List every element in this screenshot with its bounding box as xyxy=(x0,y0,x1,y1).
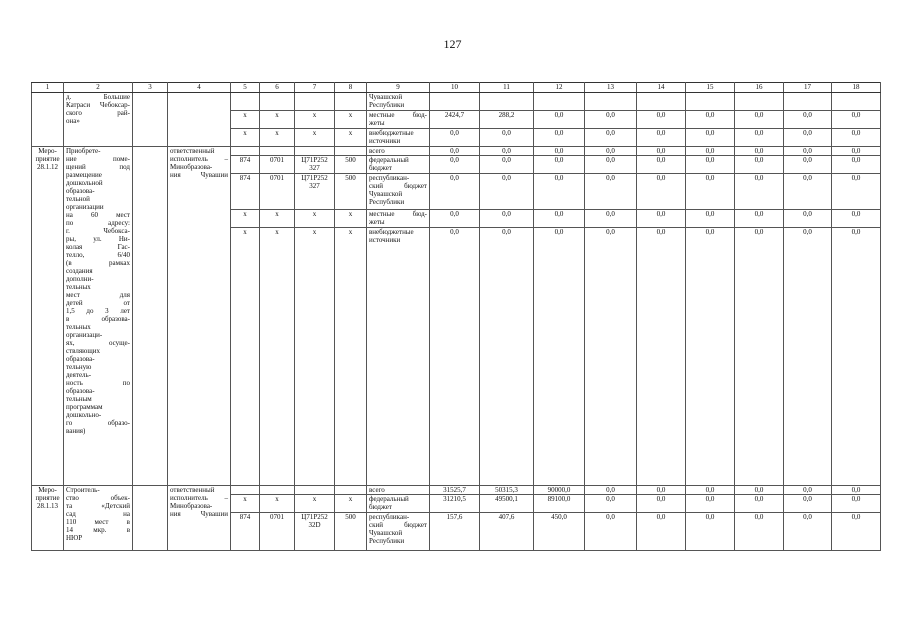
source-cell xyxy=(367,495,430,513)
cell-line: Ц71Р252 xyxy=(301,513,328,521)
value-cell: 0,0 xyxy=(735,111,784,129)
value-cell: 0,0 xyxy=(534,147,585,156)
value-cell: 0,0 xyxy=(430,210,480,228)
value-cell: 0,0 xyxy=(832,129,881,147)
code-cell: 874 xyxy=(231,156,260,174)
value-cell: 0,0 xyxy=(686,174,735,210)
target-code-cell xyxy=(295,513,335,551)
executor-cell xyxy=(168,147,231,486)
cell-line: 32D xyxy=(308,521,321,529)
header-row xyxy=(32,83,881,93)
cell-line: г. Чебокса- xyxy=(66,227,130,235)
value-cell: 0,0 xyxy=(832,147,881,156)
code-cell: x xyxy=(335,129,367,147)
cell-line: бюджет xyxy=(369,503,392,511)
cell-line: по адресу: xyxy=(66,219,130,227)
header-cell: 7 xyxy=(295,83,335,93)
header-cell: 3 xyxy=(133,83,168,93)
code-cell: x xyxy=(335,210,367,228)
measure-code-cell xyxy=(32,93,64,147)
cell-line: та «Детский xyxy=(66,502,130,510)
value-cell: 0,0 xyxy=(637,495,686,513)
page-number: 127 xyxy=(443,37,462,51)
header-cell: 17 xyxy=(784,83,832,93)
value-cell: 0,0 xyxy=(637,174,686,210)
value-cell: 0,0 xyxy=(784,495,832,513)
value-cell xyxy=(686,93,735,111)
code-cell: x xyxy=(260,495,295,513)
value-cell: 0,0 xyxy=(784,228,832,486)
value-cell: 0,0 xyxy=(832,111,881,129)
value-cell: 0,0 xyxy=(832,486,881,495)
code-cell xyxy=(335,147,367,156)
cell-line: ский бюджет xyxy=(369,182,427,190)
value-cell: 0,0 xyxy=(784,513,832,551)
header-cell: 15 xyxy=(686,83,735,93)
code-cell: 500 xyxy=(335,513,367,551)
value-cell: 0,0 xyxy=(480,174,534,210)
header-cell: 12 xyxy=(534,83,585,93)
source-cell xyxy=(367,210,430,228)
value-cell: 0,0 xyxy=(686,129,735,147)
cell-line: ние поме- xyxy=(66,155,130,163)
cell-line: го образо- xyxy=(66,419,130,427)
value-cell: 450,0 xyxy=(534,513,585,551)
cell-line: НЮР xyxy=(66,534,83,542)
cell-line: x xyxy=(312,210,317,218)
code-cell: x xyxy=(231,495,260,513)
value-cell: 0,0 xyxy=(784,111,832,129)
cell-line: x xyxy=(312,228,317,236)
code-cell: 500 xyxy=(335,174,367,210)
value-cell: 0,0 xyxy=(735,174,784,210)
value-cell: 0,0 xyxy=(686,495,735,513)
value-cell: 0,0 xyxy=(480,129,534,147)
value-cell: 0,0 xyxy=(637,147,686,156)
code-cell: 500 xyxy=(335,156,367,174)
cell-line: 14 мкр. в xyxy=(66,526,130,534)
code-cell: 0701 xyxy=(260,174,295,210)
cell-line: тельных xyxy=(66,323,91,331)
cell-line: Меро- xyxy=(38,147,57,155)
code-cell: x xyxy=(231,228,260,486)
cell-line: тельных xyxy=(66,283,91,291)
target-code-cell xyxy=(295,228,335,486)
value-cell: 0,0 xyxy=(735,513,784,551)
value-cell: 50315,3 xyxy=(480,486,534,495)
cell-line: деятель- xyxy=(66,371,92,379)
cell-line: x xyxy=(312,495,317,503)
value-cell: 0,0 xyxy=(832,174,881,210)
value-cell: 0,0 xyxy=(784,486,832,495)
value-cell: 31210,5 xyxy=(430,495,480,513)
cell-line: Катраси Чебоксар- xyxy=(66,101,130,109)
value-cell: 0,0 xyxy=(686,156,735,174)
cell-line: сад на xyxy=(66,510,130,518)
cell-line: организаци- xyxy=(66,331,103,339)
executor-cell xyxy=(168,93,231,147)
cell-line: образова- xyxy=(66,355,95,363)
value-cell: 2424,7 xyxy=(430,111,480,129)
cell-line: ния Чувашии xyxy=(170,510,228,518)
cell-line: Республики xyxy=(369,198,405,206)
measure-name-cell xyxy=(64,93,133,147)
code-cell: x xyxy=(260,228,295,486)
cell-line: внебюджетные xyxy=(369,129,414,137)
value-cell: 0,0 xyxy=(735,147,784,156)
cell-line: ствляющих xyxy=(66,347,100,355)
cell-line: телло, 6/40 xyxy=(66,251,130,259)
value-cell xyxy=(784,93,832,111)
target-code-cell: x xyxy=(295,111,335,129)
cell-line: дошкольно- xyxy=(66,411,102,419)
code-cell: x xyxy=(231,129,260,147)
cell-line: тельным xyxy=(66,395,92,403)
value-cell: 0,0 xyxy=(784,174,832,210)
cell-line: всего xyxy=(369,147,385,155)
header-cell: 13 xyxy=(585,83,637,93)
cell-line: организации xyxy=(66,203,104,211)
value-cell xyxy=(534,93,585,111)
value-cell: 0,0 xyxy=(735,129,784,147)
value-cell: 0,0 xyxy=(686,210,735,228)
cell-line: местные бюд- xyxy=(369,210,427,218)
cell-line: на 60 мест xyxy=(66,211,130,219)
cell-line: ях, осуще- xyxy=(66,339,130,347)
code-cell: x xyxy=(231,210,260,228)
cell-line: республикан- xyxy=(369,513,410,521)
code-cell: 874 xyxy=(231,174,260,210)
value-cell xyxy=(430,93,480,111)
table-row xyxy=(32,93,881,111)
budget-table xyxy=(31,82,881,551)
value-cell: 0,0 xyxy=(735,156,784,174)
cell-line: источники xyxy=(369,137,401,145)
cell-line: Ц71Р252 xyxy=(301,174,328,182)
executor-cell xyxy=(168,486,231,551)
cell-line: исполнитель – xyxy=(170,155,228,163)
table-row xyxy=(32,486,881,495)
value-cell: 0,0 xyxy=(637,210,686,228)
code-cell: x xyxy=(335,495,367,513)
value-cell xyxy=(480,93,534,111)
header-cell: 18 xyxy=(832,83,881,93)
code-cell: 874 xyxy=(231,513,260,551)
target-code-cell xyxy=(295,210,335,228)
header-cell: 10 xyxy=(430,83,480,93)
cell-line: 327 xyxy=(309,164,320,172)
value-cell xyxy=(735,93,784,111)
cell-line: дополни- xyxy=(66,275,94,283)
code-cell: x xyxy=(231,111,260,129)
source-cell xyxy=(367,129,430,147)
measure-code-cell xyxy=(32,486,64,551)
cell-line: ность по xyxy=(66,379,130,387)
cell-line: размещение xyxy=(66,171,102,179)
source-cell xyxy=(367,486,430,495)
value-cell: 0,0 xyxy=(686,111,735,129)
value-cell: 0,0 xyxy=(585,210,637,228)
empty-cell xyxy=(133,147,168,486)
measure-code-cell xyxy=(32,147,64,486)
cell-line: д. Большие xyxy=(66,93,130,101)
code-cell: x xyxy=(335,111,367,129)
value-cell: 89100,0 xyxy=(534,495,585,513)
value-cell: 0,0 xyxy=(832,156,881,174)
value-cell: 0,0 xyxy=(585,495,637,513)
value-cell: 0,0 xyxy=(832,228,881,486)
header-cell: 11 xyxy=(480,83,534,93)
code-cell xyxy=(260,147,295,156)
value-cell: 0,0 xyxy=(637,111,686,129)
value-cell xyxy=(832,93,881,111)
target-code-cell: x xyxy=(295,129,335,147)
value-cell: 0,0 xyxy=(534,156,585,174)
value-cell: 0,0 xyxy=(832,210,881,228)
code-cell: x xyxy=(335,228,367,486)
cell-line: 28.1.12 xyxy=(37,163,58,171)
empty-cell xyxy=(133,486,168,551)
code-cell xyxy=(231,93,260,111)
value-cell: 0,0 xyxy=(534,129,585,147)
value-cell: 0,0 xyxy=(430,228,480,486)
cell-line: бюджет xyxy=(369,164,392,172)
value-cell: 0,0 xyxy=(832,495,881,513)
value-cell: 0,0 xyxy=(637,486,686,495)
cell-line: Республики xyxy=(369,101,405,109)
value-cell: 0,0 xyxy=(686,513,735,551)
value-cell: 0,0 xyxy=(585,147,637,156)
value-cell: 49500,1 xyxy=(480,495,534,513)
value-cell: 407,6 xyxy=(480,513,534,551)
target-code-cell xyxy=(295,156,335,174)
value-cell: 0,0 xyxy=(430,147,480,156)
cell-line: федеральный xyxy=(369,495,409,503)
value-cell: 0,0 xyxy=(534,210,585,228)
table-row xyxy=(32,147,881,156)
header-cell: 4 xyxy=(168,83,231,93)
cell-line: щений под xyxy=(66,163,130,171)
value-cell: 0,0 xyxy=(430,156,480,174)
value-cell: 0,0 xyxy=(735,486,784,495)
value-cell: 157,6 xyxy=(430,513,480,551)
value-cell: 0,0 xyxy=(637,156,686,174)
code-cell xyxy=(260,486,295,495)
cell-line: 110 мест в xyxy=(66,518,130,526)
header-cell: 1 xyxy=(32,83,64,93)
cell-line: жеты xyxy=(369,119,385,127)
cell-line: местные бюд- xyxy=(369,111,427,119)
source-cell xyxy=(367,174,430,210)
header-cell: 9 xyxy=(367,83,430,93)
source-cell xyxy=(367,111,430,129)
value-cell: 0,0 xyxy=(735,495,784,513)
cell-line: Чувашской xyxy=(369,190,403,198)
value-cell xyxy=(585,93,637,111)
cell-line: создания xyxy=(66,267,93,275)
cell-line: образова- xyxy=(66,187,95,195)
value-cell: 0,0 xyxy=(686,147,735,156)
value-cell: 0,0 xyxy=(637,228,686,486)
cell-line: в образова- xyxy=(66,315,130,323)
value-cell: 0,0 xyxy=(735,228,784,486)
cell-line: Меро- xyxy=(38,486,57,494)
value-cell: 0,0 xyxy=(480,156,534,174)
cell-line: Республики xyxy=(369,537,405,545)
code-cell xyxy=(260,93,295,111)
value-cell: 0,0 xyxy=(784,147,832,156)
value-cell: 0,0 xyxy=(534,174,585,210)
cell-line: исполнитель – xyxy=(170,494,228,502)
source-cell xyxy=(367,228,430,486)
target-code-cell xyxy=(295,174,335,210)
value-cell: 0,0 xyxy=(735,210,784,228)
cell-line: внебюджетные xyxy=(369,228,414,236)
header-cell: 2 xyxy=(64,83,133,93)
value-cell: 0,0 xyxy=(784,210,832,228)
target-code-cell xyxy=(295,147,335,156)
cell-line: дошкольной xyxy=(66,179,103,187)
target-code-cell xyxy=(295,495,335,513)
header-cell: 8 xyxy=(335,83,367,93)
cell-line: Чувашской xyxy=(369,93,403,101)
source-cell xyxy=(367,513,430,551)
source-cell xyxy=(367,156,430,174)
cell-line: 1,5 до 3 лет xyxy=(66,307,130,315)
header-cell: 16 xyxy=(735,83,784,93)
value-cell: 0,0 xyxy=(637,129,686,147)
value-cell: 0,0 xyxy=(637,513,686,551)
code-cell xyxy=(231,147,260,156)
value-cell: 288,2 xyxy=(480,111,534,129)
value-cell: 0,0 xyxy=(480,147,534,156)
value-cell: 0,0 xyxy=(784,129,832,147)
cell-line: ство объек- xyxy=(66,494,130,502)
value-cell: 0,0 xyxy=(585,513,637,551)
value-cell: 0,0 xyxy=(832,513,881,551)
cell-line: программам xyxy=(66,403,103,411)
header-cell: 6 xyxy=(260,83,295,93)
cell-line: ответственный xyxy=(170,486,215,494)
measure-name-cell xyxy=(64,147,133,486)
target-code-cell xyxy=(295,486,335,495)
value-cell: 0,0 xyxy=(430,174,480,210)
cell-line: Строитель- xyxy=(66,486,100,494)
cell-line: всего xyxy=(369,486,385,494)
value-cell: 0,0 xyxy=(585,111,637,129)
cell-line: жеты xyxy=(369,218,385,226)
code-cell: 0701 xyxy=(260,156,295,174)
cell-line: (в рамках xyxy=(66,259,130,267)
value-cell: 0,0 xyxy=(534,228,585,486)
cell-line: федеральный xyxy=(369,156,409,164)
value-cell: 0,0 xyxy=(784,156,832,174)
cell-line: тельной xyxy=(66,195,90,203)
code-cell xyxy=(335,93,367,111)
code-cell: x xyxy=(260,111,295,129)
cell-line: колая Гас- xyxy=(66,243,130,251)
cell-line: Приобрете- xyxy=(66,147,101,155)
value-cell: 0,0 xyxy=(585,129,637,147)
cell-line: вания) xyxy=(66,427,86,435)
cell-line: ский бюджет xyxy=(369,521,427,529)
header-cell: 5 xyxy=(231,83,260,93)
code-cell: x xyxy=(260,129,295,147)
cell-line: источники xyxy=(369,236,401,244)
cell-line: Ц71Р252 xyxy=(301,156,328,164)
target-code-cell xyxy=(295,93,335,111)
code-cell xyxy=(335,486,367,495)
cell-line: детей от xyxy=(66,299,130,307)
value-cell: 31525,7 xyxy=(430,486,480,495)
source-cell xyxy=(367,147,430,156)
cell-line: тельную xyxy=(66,363,92,371)
cell-line: Минобразова- xyxy=(170,163,213,171)
value-cell: 0,0 xyxy=(686,228,735,486)
header-cell: 14 xyxy=(637,83,686,93)
value-cell: 0,0 xyxy=(430,129,480,147)
empty-cell xyxy=(133,93,168,147)
measure-name-cell xyxy=(64,486,133,551)
value-cell: 0,0 xyxy=(585,174,637,210)
cell-line: мест для xyxy=(66,291,130,299)
cell-line: Минобразова- xyxy=(170,502,213,510)
cell-line: приятие xyxy=(35,155,60,163)
cell-line: ответственный xyxy=(170,147,215,155)
cell-line: образова- xyxy=(66,387,95,395)
code-cell xyxy=(231,486,260,495)
source-cell xyxy=(367,93,430,111)
value-cell: 0,0 xyxy=(686,486,735,495)
value-cell: 0,0 xyxy=(585,486,637,495)
cell-line: ского рай- xyxy=(66,109,130,117)
value-cell: 0,0 xyxy=(534,111,585,129)
cell-line: Чувашской xyxy=(369,529,403,537)
value-cell: 0,0 xyxy=(480,228,534,486)
value-cell: 0,0 xyxy=(480,210,534,228)
cell-line: она» xyxy=(66,117,80,125)
cell-line: ния Чувашии xyxy=(170,171,228,179)
value-cell xyxy=(637,93,686,111)
code-cell: 0701 xyxy=(260,513,295,551)
code-cell: x xyxy=(260,210,295,228)
cell-line: республикан- xyxy=(369,174,410,182)
value-cell: 0,0 xyxy=(585,156,637,174)
value-cell: 90000,0 xyxy=(534,486,585,495)
cell-line: 28.1.13 xyxy=(37,502,58,510)
value-cell: 0,0 xyxy=(585,228,637,486)
cell-line: ры, ул. Ни- xyxy=(66,235,130,243)
cell-line: приятие xyxy=(35,494,60,502)
cell-line: 327 xyxy=(309,182,320,190)
